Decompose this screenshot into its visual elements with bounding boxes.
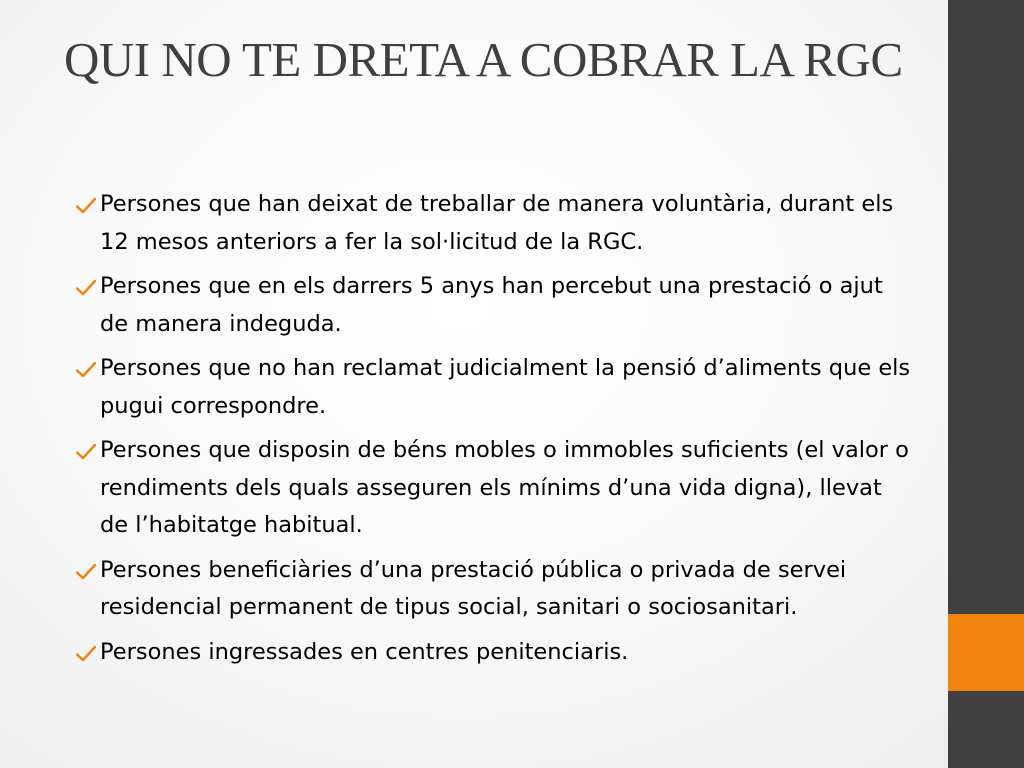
bullet-text: Persones beneficiàries d’una prestació pública o privada de servei residencial permanent de tipus social, sanitari o sociosanitari.: [100, 556, 847, 620]
bullet-text: Persones ingressades en centres penitenciaris.: [100, 638, 629, 665]
checkmark-icon: [74, 432, 98, 469]
bullet-item: [74, 268, 914, 343]
bullet-text: Persones que no han reclamat judicialment la pensió d’aliments que els pugui correspondre.: [100, 355, 911, 419]
checkmark-icon: [74, 350, 98, 387]
bullet-item: [74, 186, 914, 261]
checkmark-icon: [74, 268, 98, 305]
sidebar-accent-block: [948, 614, 1024, 691]
bullet-text: Persones que han deixat de treballar de manera voluntària, durant els 12 mesos anteriors a fer la sol·licitud de la RGC.: [100, 191, 894, 255]
checkmark-icon: [74, 634, 98, 671]
bullet-text: Persones que disposin de béns mobles o immobles suficients (el valor o rendiments dels quals asseguren els mínims d’una vida digna), llevat de l’habitatge habitual.: [100, 437, 909, 538]
bullet-list: [74, 186, 914, 678]
bullet-item: [74, 350, 914, 425]
checkmark-icon: [74, 186, 98, 223]
bullet-text: Persones que en els darrers 5 anys han percebut una prestació o ajut de manera indeguda.: [100, 273, 883, 337]
checkmark-icon: [74, 552, 98, 589]
bullet-item: [74, 552, 914, 627]
bullet-item: [74, 634, 914, 672]
bullet-item: [74, 432, 914, 545]
slide-title: QUI NO TE DRETA A COBRAR LA RGC: [64, 32, 903, 87]
